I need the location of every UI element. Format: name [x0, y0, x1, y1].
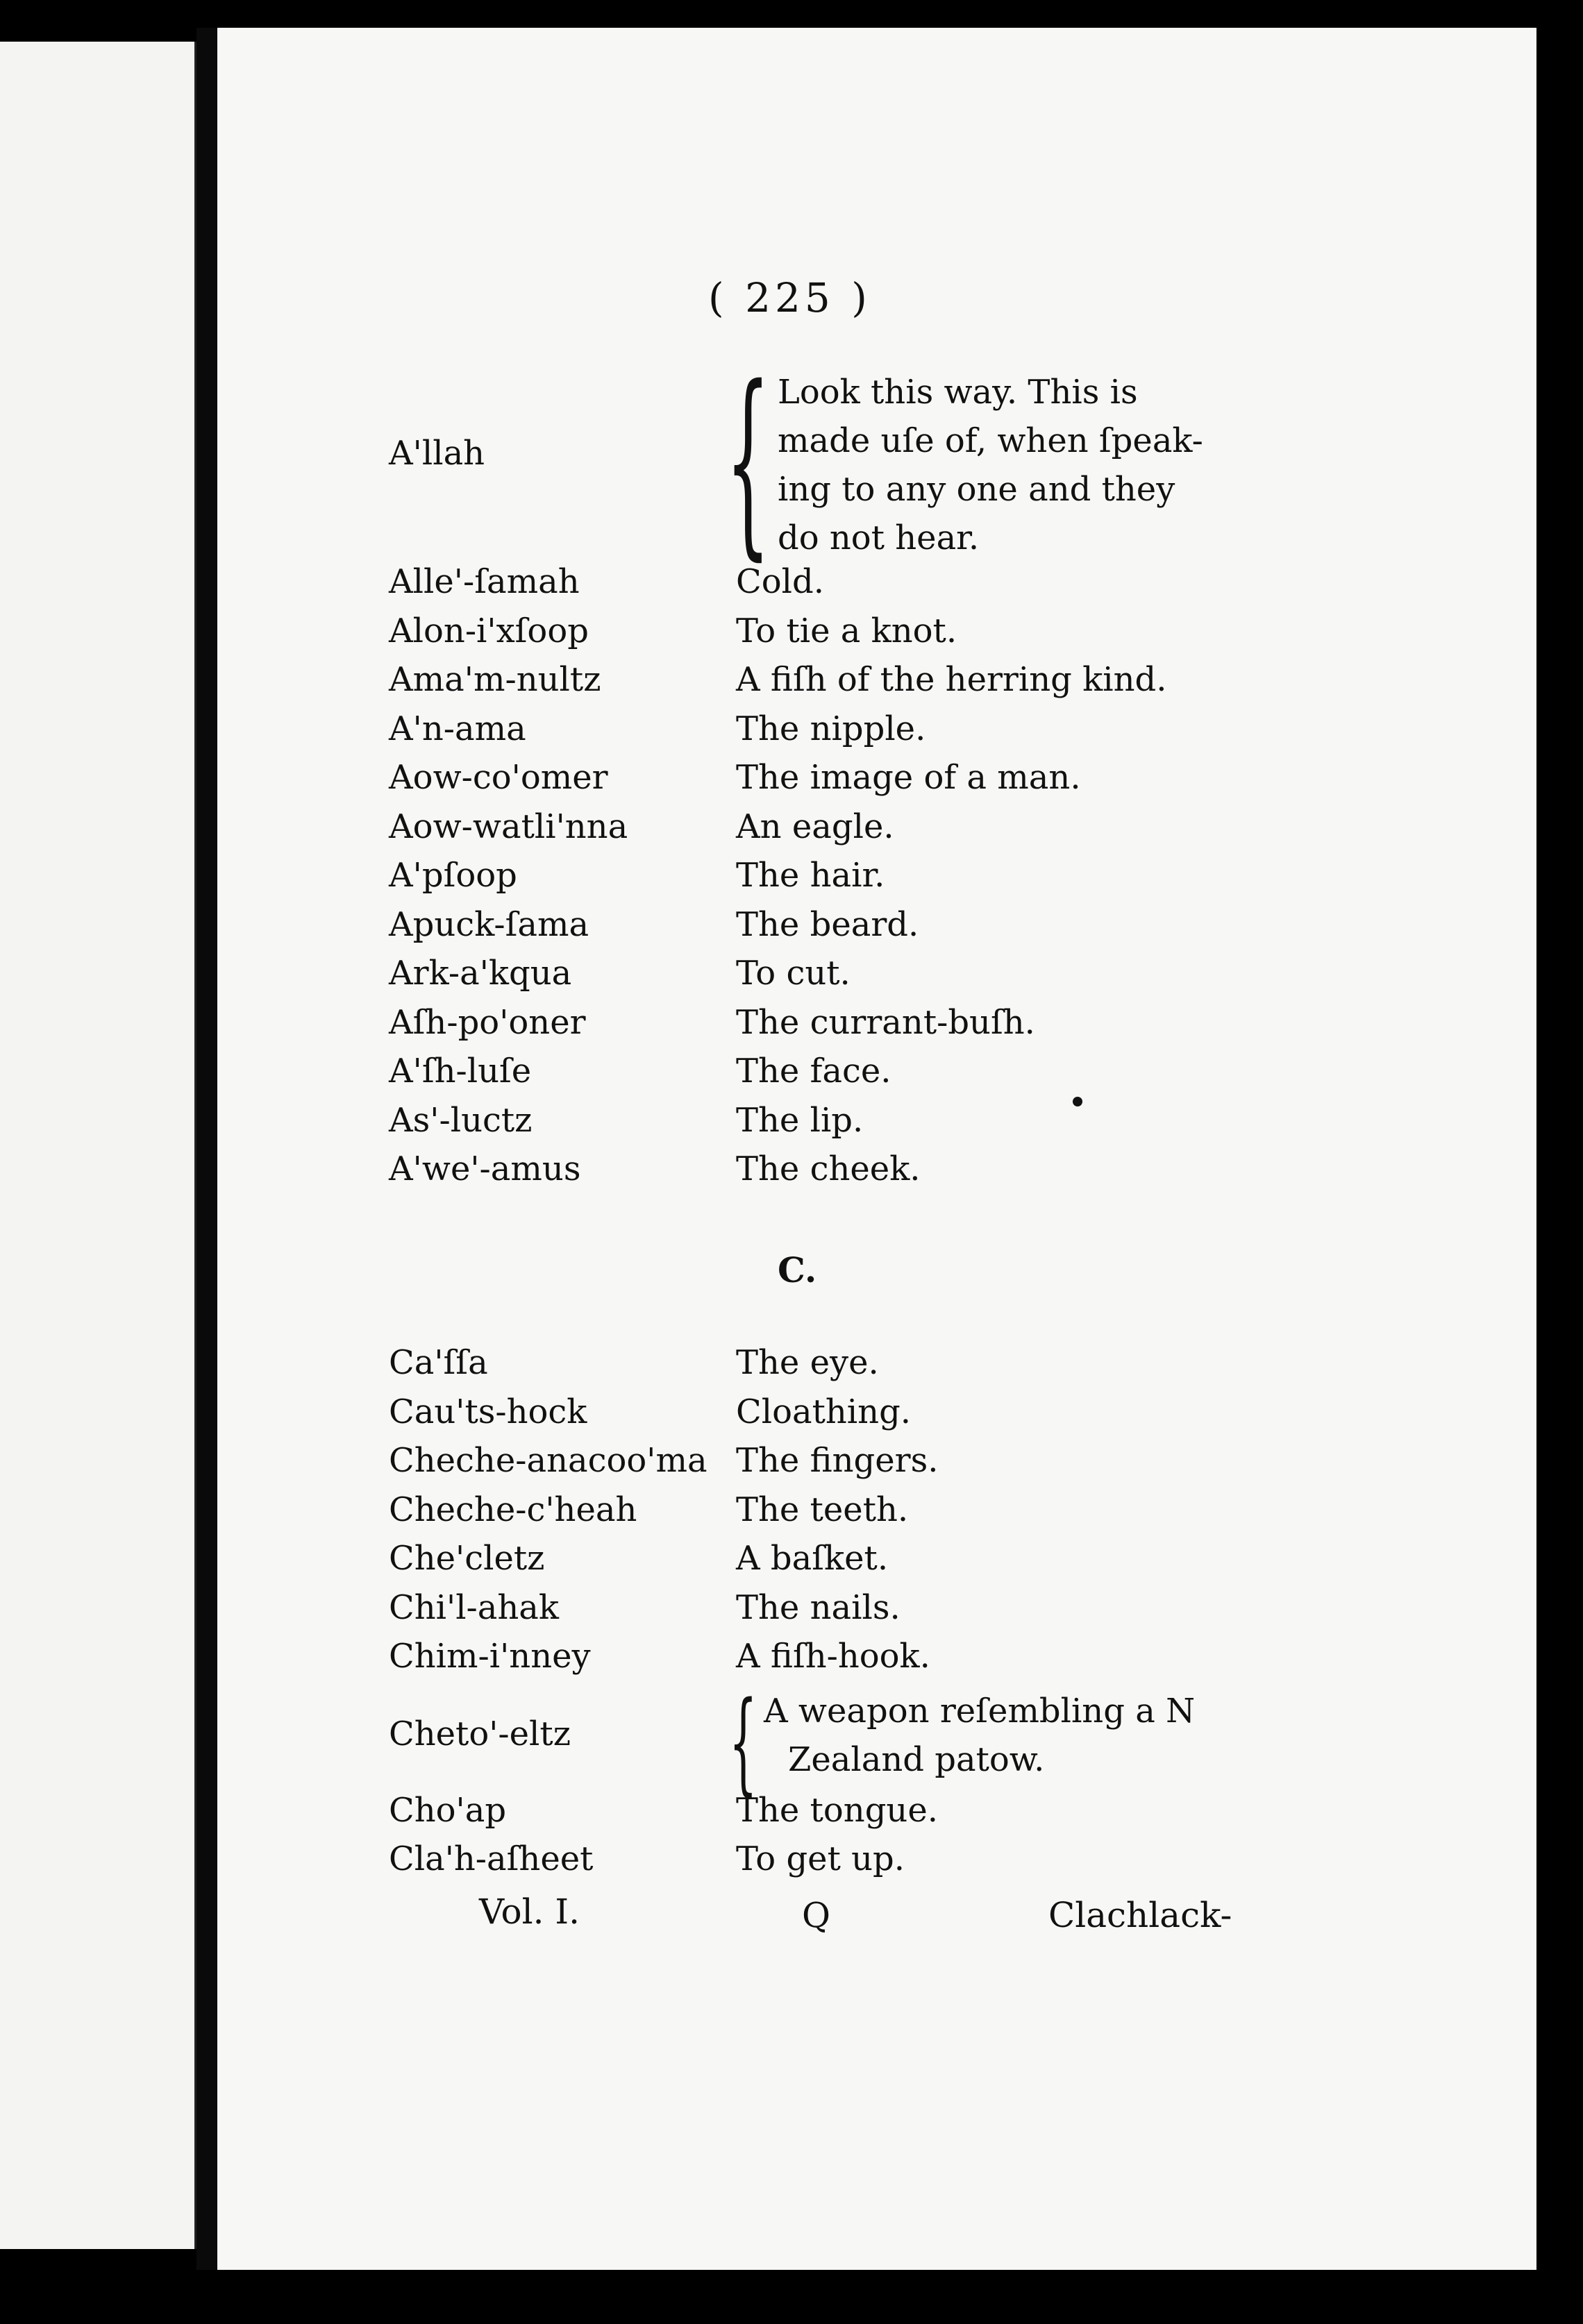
definition-line: made uſe of, when ſpeak- [778, 421, 1203, 460]
footer-volume: Vol. I. [479, 1892, 580, 1932]
entry-definition: The face. [736, 1052, 891, 1091]
term-chetoeltz: Cheto'-eltz [389, 1715, 571, 1753]
footer-signature: Q [802, 1895, 830, 1935]
book-gutter [196, 28, 217, 2270]
entry-definition: Cloathing. [736, 1392, 912, 1431]
entry-term: A'n-ama [389, 709, 526, 748]
brace-allah: { [726, 344, 771, 578]
entry-term: A'pſoop [389, 856, 517, 895]
entry-term: A'we'-amus [389, 1150, 581, 1188]
entry-term: Ark-a'kqua [389, 954, 572, 993]
entry-definition: The fingers. [736, 1441, 939, 1480]
definition-line: Zealand patow. [788, 1740, 1045, 1779]
entry-definition: The eye. [736, 1343, 879, 1382]
entry-term: Aow-watli'nna [389, 807, 628, 846]
footer-catchword: Clachlack- [1048, 1895, 1232, 1935]
entry-definition: A fiſh of the herring kind. [736, 660, 1167, 699]
section-heading: C. [778, 1249, 817, 1290]
entry-term: Alon-i'xſoop [389, 611, 589, 650]
entry-term: Alle'-ſamah [389, 562, 580, 601]
entry-term: Cau'ts-hock [389, 1392, 587, 1431]
definition-line: do not hear. [778, 519, 980, 557]
entry-definition: The lip. [736, 1100, 864, 1140]
entry-definition: The beard. [736, 904, 919, 944]
entry-definition: To cut. [736, 954, 851, 993]
entry-definition: The nipple. [736, 709, 926, 748]
entry-definition: The cheek. [736, 1150, 921, 1188]
entry-term: As'-luctz [389, 1100, 533, 1140]
entry-term: Chi'l-ahak [389, 1588, 559, 1627]
entry-definition: The tongue. [736, 1791, 938, 1830]
definition-chetoeltz [764, 1687, 1250, 1784]
entry-definition: To tie a knot. [736, 611, 957, 650]
page [217, 28, 1536, 2270]
entry-definition: An eagle. [736, 807, 894, 846]
entry-term: Cheche-c'heah [389, 1490, 637, 1529]
definition-allah [778, 368, 1222, 562]
entry-definition: The nails. [736, 1588, 901, 1627]
term-allah: A'llah [389, 434, 485, 473]
entry-definition: The currant-buſh. [736, 1002, 1035, 1042]
entry-definition: The image of a man. [736, 758, 1081, 797]
entry-definition: Cold. [736, 562, 824, 601]
entry-term: Aſh-po'oner [389, 1002, 586, 1042]
entry-term: Ama'm-nultz [389, 660, 601, 699]
entry-definition: The hair. [736, 856, 885, 895]
entry-definition: A baſket. [736, 1539, 889, 1578]
brace-chetoeltz: { [729, 1677, 757, 1807]
page-number: ( 225 ) [708, 274, 871, 321]
entry-term: Ca'ſſa [389, 1343, 488, 1382]
entry-term: Cla'h-aſheet [389, 1839, 594, 1878]
entry-definition: The teeth. [736, 1490, 909, 1529]
scan-border [1536, 0, 1583, 2324]
entry-definition: A fiſh-hook. [736, 1637, 930, 1676]
entry-term: A'ſh-luſe [389, 1052, 532, 1091]
entry-term: Chim-i'nney [389, 1637, 591, 1676]
definition-line: A weapon reſembling a N [764, 1692, 1196, 1731]
ink-spot [1073, 1097, 1082, 1106]
entry-term: Aow-co'omer [389, 758, 608, 797]
entry-term: Cho'ap [389, 1791, 507, 1830]
facing-page-edge [0, 42, 196, 2249]
definition-line: Look this way. This is [778, 373, 1138, 412]
entry-term: Che'cletz [389, 1539, 545, 1578]
definition-line: ing to any one and they [778, 470, 1175, 509]
entry-term: Apuck-ſama [389, 904, 589, 944]
entry-term: Cheche-anacoo'ma [389, 1441, 707, 1480]
entry-definition: To get up. [736, 1839, 905, 1878]
